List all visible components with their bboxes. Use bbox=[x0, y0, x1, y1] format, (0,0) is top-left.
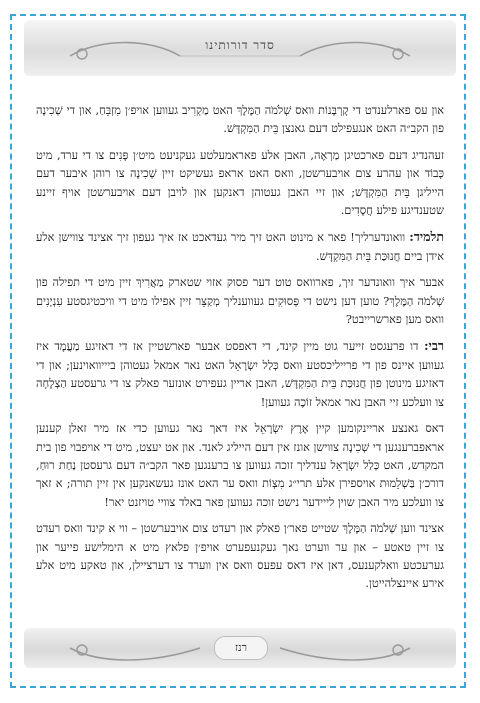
speaker-label-student: תלמיד: bbox=[409, 229, 444, 245]
paragraph-text: דאס גאנצע אריינקומען קיין אֶרֶץ יִשְׂרָאֵל איז דאך נאר געווען כדי אז מיר זאלן קענען אראפברענגען די שְׁכִינָה צווישן אונז אין דעם הייליג לאנד. און אט יעצט, מיט די אויפבוי פון בית המקדש, האט כְּלַל יִשְׂרָאֵל ענדליך זוכה געווען צו ברענגען פאר הקב״ה דעם גרעסטן נַחַת רוּחַ, דורכ׳ן בַּשְׁלֵמוּת אויספירן אלע תרי״ג מִצְוֹת וואס ער האט אונז געשאנקען אין זיין תורה; א זאך צו וועלכע מיר האבן שוין לייידער נישט זוכה געווען פאר באלד צוויי טויזנט יאר! bbox=[36, 422, 444, 509]
page-body bbox=[36, 102, 444, 598]
paragraph-5 bbox=[36, 337, 444, 412]
book-title-header: סדר דורותינו bbox=[205, 38, 275, 52]
speaker-label-rebbe: רבי: bbox=[423, 338, 444, 354]
paragraph-2 bbox=[36, 147, 444, 221]
paragraph-1 bbox=[36, 102, 444, 139]
paragraph-text: און עס פארלענדט די קָרְבָּנוֹת וואס שְׁלֹמֹה הַמֶּלֶךְ האט מַקְרִיב געווען אויפ׳ן מִזְבֵּחַ, און די שְׁכִינָה פון הקב״ה האט אנגעפילט דעם גאנצן בֵּית הַמִּקְדָּשׁ. bbox=[36, 104, 444, 136]
paragraph-3 bbox=[36, 228, 444, 266]
paragraph-text: דו פרעגסט זייער גוט מיין קינד, די דאפסט אבער פארשטיין אז די דאזיגע מַעֲמָד איז געווען איינס פון די פרייליכסטע וואס כְּלַל יִשְׂרָאֵל האט נאר אמאל געטוהן ביייוואוינען; און די דאזיגע מינוטן פון חֲנוּכַּת בֵּית הַמִּקְדָּשׁ, האבן אריין געפירט אונזער פאלק צו די גרעסטע הַצְלָחָה צו וועלכע זיי האבן נאר אמאל זוֹכֶה געווען! bbox=[36, 340, 444, 409]
paragraph-7 bbox=[36, 520, 444, 594]
paragraph-text: אבער איך וואונדער זיך, פארוואס טוט דער פסוק אזוי שטארק מַאֲרִיךְ זיין מיט די תפילה פון שְׁלֹמֹה הַמֶּלֶךְ? טוען דען נישט די פְּסוּקִים געווענליך מְקַצֵּר זיין אפילו מיט די וויכטיגסטע עִנְיָנִים וואס מען פארשרייבט? bbox=[36, 276, 444, 327]
paragraph-text: זעהנדיג דעם פארכטיגן מַרְאֶה, האבן אלע פאראמעלטע געקניעט מיט׳ן פָּנִים צו די ערד, מיט כָּבוֹד און עהרע צום אויבערשטן, וואס האט אראפ געשיקט זיין שְׁכִינָה צו רוהן איבער דעם הייליגן בֵּית הַמִּקְדָּשׁ; און זיי האבן געטוהן דאנקען און לויבן דעם אויבערשטן אויף זיינע שטענדיגע פילע חֲסָדִים. bbox=[36, 148, 444, 218]
paragraph-text: אצינד ווען שְׁלֹמֹה הַמֶּלֶךְ שטייט פאר׳ן פאלק און רעדט צום אויבערשטן – ווי א קינד וואס רעדט צו זיין טאטע – און ער ווערט נאך געקנעפערט אויפ׳ן פלאץ מיט א הימלישע פייער און גערעכטע וואלקענעס, דאן איז דאס עפעס וואס אין ווערד צו דערציילן, און טאקע מיט אלע אירע איינצלהייטן. bbox=[36, 522, 444, 591]
paragraph-6 bbox=[36, 420, 444, 512]
paragraph-4 bbox=[36, 274, 444, 329]
paragraph-text: וואונדערליך! פאר א מינוט האט זיך מיר געדאכט אז איך געפון זיך אצינד צווישן אלע אידן ביים חֲנוּכַּת בֵּית הַמִּקְדָּשׁ. bbox=[36, 231, 444, 263]
page-number: רנז bbox=[214, 636, 268, 660]
